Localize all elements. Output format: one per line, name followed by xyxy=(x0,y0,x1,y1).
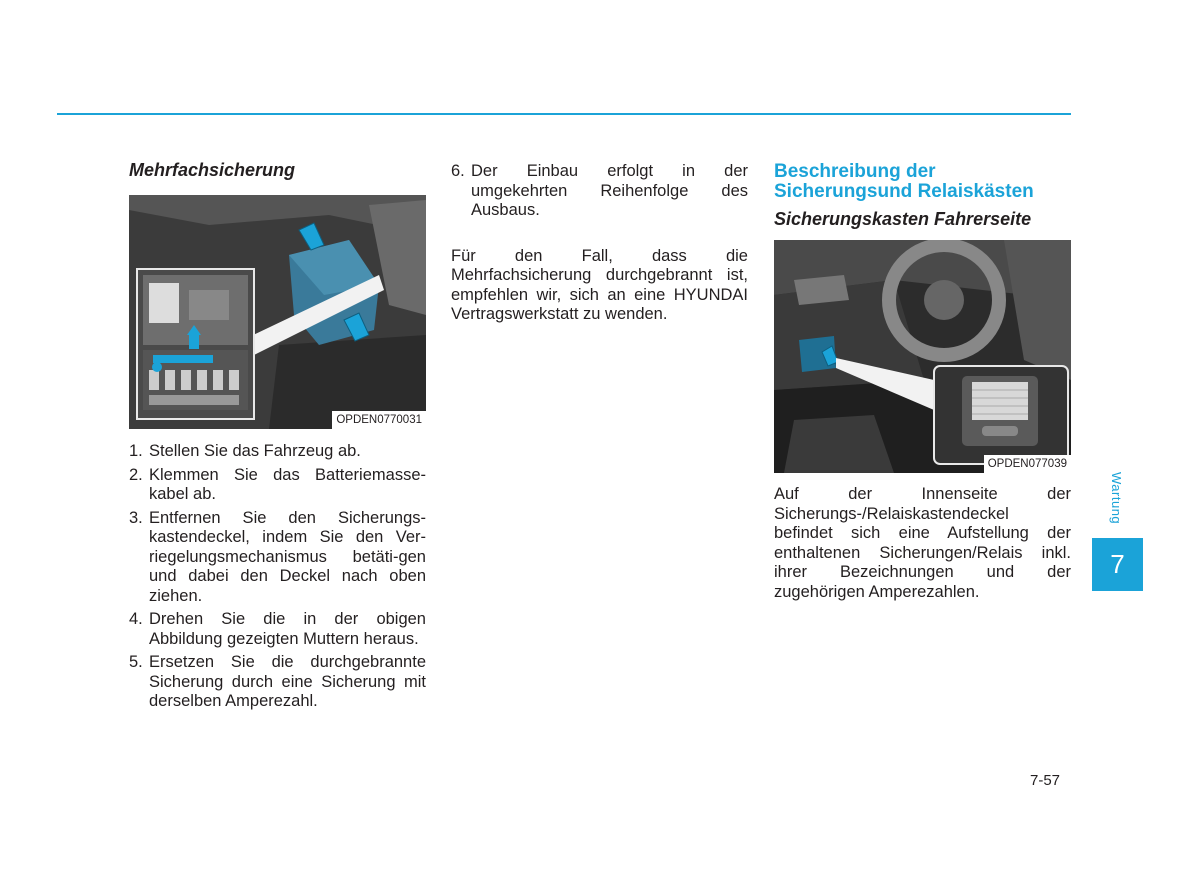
list-item xyxy=(129,466,426,505)
interior-illustration xyxy=(774,240,1071,473)
procedure-steps-continued xyxy=(451,162,748,221)
step-number: 6. xyxy=(451,162,465,180)
subheading-driver-side-fuse-box: Sicherungskasten Fahrerseite xyxy=(774,209,1032,229)
step-text: Entfernen Sie den Sicherungs-kastendeckel, indem Sie den Ver-riegelungsmechanismus betäti-gen und dabei den Deckel nach oben ziehen. xyxy=(149,508,426,605)
step-number: 5. xyxy=(129,653,143,671)
list-item xyxy=(451,162,748,221)
column-left xyxy=(129,158,426,716)
chapter-number-tab: 7 xyxy=(1092,538,1143,591)
procedure-steps xyxy=(129,442,426,712)
section-title-line-2: Sicherungsund Relaiskästen xyxy=(774,181,1034,202)
driver-side-fuse-box-figure xyxy=(774,240,1071,473)
section-title-line-1: Beschreibung der xyxy=(774,161,936,182)
list-item xyxy=(129,653,426,712)
engine-fuse-box-figure xyxy=(129,195,426,429)
section-heading-mehrfachsicherung: Mehrfachsicherung xyxy=(129,160,296,180)
column-right xyxy=(774,162,1071,602)
step-text: Stellen Sie das Fahrzeug ab. xyxy=(149,442,361,460)
header-rule xyxy=(57,113,1071,115)
page-number: 7-57 xyxy=(1030,772,1061,789)
column-middle xyxy=(451,162,748,325)
section-title xyxy=(774,162,1071,202)
chapter-label: Wartung xyxy=(1109,472,1124,525)
list-item xyxy=(129,442,426,462)
step-text: Klemmen Sie das Batteriemasse-kabel ab. xyxy=(149,465,426,503)
engine-bay-illustration xyxy=(129,195,426,429)
workshop-note-paragraph: Für den Fall, dass die Mehrfachsicherung durchgebrannt ist, empfehlen wir, sich an eine HYUNDAI Vertragswerkstatt zu wenden. xyxy=(451,246,748,323)
step-text: Drehen Sie die in der obigen Abbildung gezeigten Muttern heraus. xyxy=(149,610,426,648)
list-item xyxy=(129,610,426,649)
figure-caption: OPDEN0770031 xyxy=(332,411,426,429)
figure-caption: OPDEN077039 xyxy=(984,455,1071,473)
step-number: 1. xyxy=(129,442,143,460)
step-number: 4. xyxy=(129,610,143,628)
step-number: 2. xyxy=(129,465,143,484)
list-item xyxy=(129,509,426,607)
fuse-list-paragraph: Auf der Innenseite der Sicherungs-/Relaiskastendeckel befindet sich eine Aufstellung der enthaltenen Sicherungen/Relais inkl. ihrer Bezeichnungen und der zugehörigen Amperezahlen. xyxy=(774,485,1071,601)
step-number: 3. xyxy=(129,508,143,527)
step-text: Der Einbau erfolgt in der umgekehrten Reihenfolge des Ausbaus. xyxy=(471,162,748,219)
step-text: Ersetzen Sie die durchgebrannte Sicherung durch eine Sicherung mit derselben Amperezahl. xyxy=(149,653,426,710)
